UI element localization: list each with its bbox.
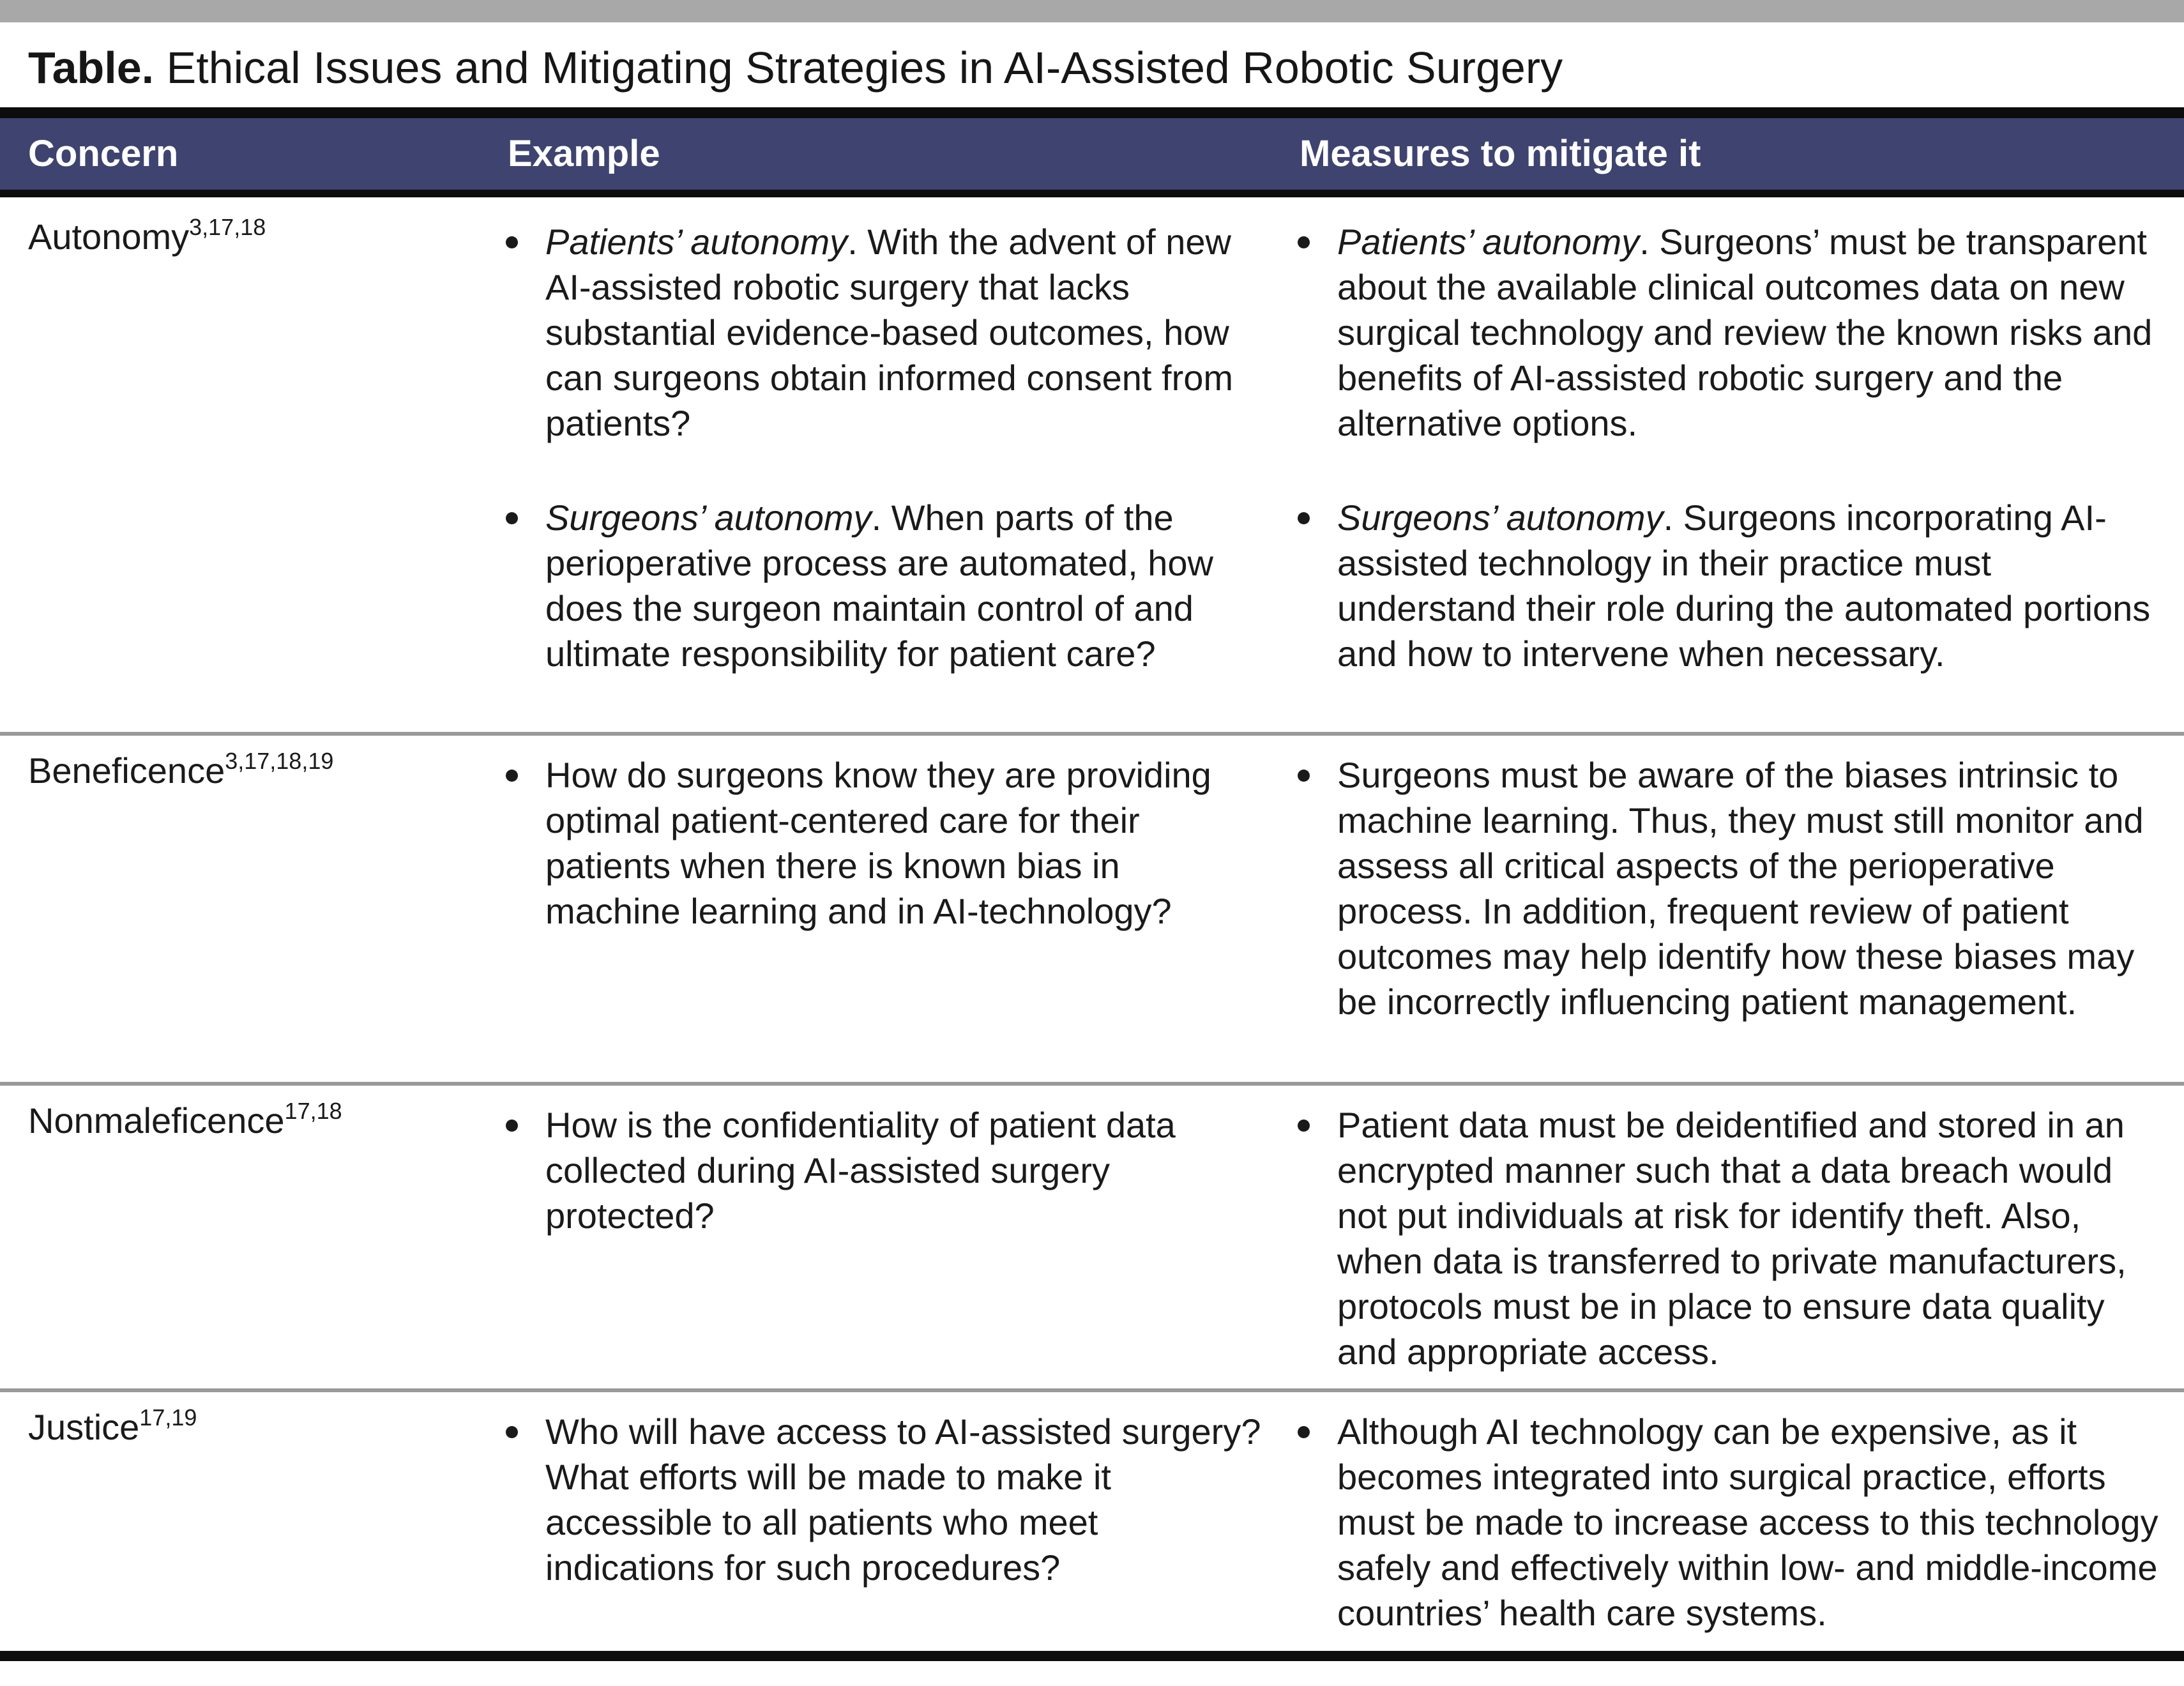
- example-cell: [504, 1102, 1261, 1238]
- reference-numbers: 3,17,18: [189, 214, 266, 240]
- table-row-justice: [0, 1392, 2184, 1651]
- bullet-dot-icon: [506, 236, 518, 248]
- concern-label: Nonmaleficence: [28, 1100, 285, 1141]
- bullet-lead: Surgeons’ autonomy: [1337, 497, 1664, 538]
- measure-bullet: [1296, 219, 2171, 446]
- concern-cell: [28, 1405, 197, 1454]
- table-header-row: [0, 118, 2184, 190]
- bullet-dot-icon: [506, 512, 518, 524]
- table-row-nonmaleficence: [0, 1086, 2184, 1389]
- column-header-measures: Measures to mitigate it: [1300, 133, 1701, 174]
- measures-cell: [1296, 752, 2171, 1024]
- example-bullet: [504, 219, 1261, 446]
- bullet-dot-icon: [1298, 1426, 1310, 1438]
- column-header-concern: Concern: [28, 133, 179, 174]
- table-row-autonomy: [0, 197, 2184, 733]
- top-band: [0, 0, 2184, 22]
- bottom-rule: [0, 1651, 2184, 1661]
- bullet-text: Although AI technology can be expensive, as it becomes integrated into surgical practice, efforts must be made to increase access to this technology safely and effectively within low- and middle-income countries’ health care systems.: [1337, 1411, 2158, 1633]
- concern-cell: [28, 1098, 342, 1148]
- bullet-dot-icon: [506, 1426, 518, 1438]
- bullet-lead: Patients’ autonomy: [545, 222, 848, 262]
- measure-bullet: [1296, 495, 2171, 676]
- reference-numbers: 17,18: [284, 1098, 342, 1124]
- reference-numbers: 3,17,18,19: [225, 748, 334, 774]
- example-cell: [504, 219, 1261, 676]
- bullet-text: How do surgeons know they are providing optimal patient-centered care for their patients when there is known bias in machine learning and in AI-technology?: [545, 755, 1211, 931]
- bullet-text: . With the advent of new AI-assisted robotic surgery that lacks substantial evidence-based outcomes, how can surgeons obtain informed consent from patients?: [545, 222, 1234, 443]
- bullet-dot-icon: [1298, 236, 1310, 248]
- bullet-text: . When parts of the perioperative process are automated, how does the surgeon maintain control of and ultimate responsibility for patient care?: [545, 497, 1213, 674]
- concern-label: Justice: [28, 1407, 140, 1447]
- example-bullet: [504, 1409, 1261, 1590]
- measure-bullet: [1296, 1409, 2171, 1636]
- header-rule: [0, 190, 2184, 197]
- measures-cell: [1296, 1409, 2171, 1636]
- bullet-text: . Surgeons’ must be transparent about the available clinical outcomes data on new surgical technology and review the known risks and benefits of AI-assisted robotic surgery and the alternative options.: [1337, 222, 2153, 443]
- reference-numbers: 17,19: [139, 1404, 197, 1431]
- bullet-lead: Patients’ autonomy: [1337, 222, 1640, 262]
- bullet-text: . Surgeons incorporating AI-assisted technology in their practice must understand their role during the automated portions and how to intervene when necessary.: [1337, 497, 2151, 674]
- example-cell: [504, 1409, 1261, 1590]
- table-row-beneficence: [0, 736, 2184, 1082]
- column-header-example: Example: [508, 133, 660, 174]
- concern-cell: [28, 215, 266, 264]
- concern-label: Autonomy: [28, 216, 190, 257]
- bullet-dot-icon: [506, 1120, 518, 1132]
- example-bullet: [504, 495, 1261, 676]
- concern-label: Beneficence: [28, 750, 225, 791]
- example-cell: [504, 752, 1261, 934]
- table-title: [28, 38, 1563, 97]
- example-bullet: [504, 752, 1261, 934]
- bullet-text: How is the confidentiality of patient data collected during AI-assisted surgery protected?: [545, 1105, 1176, 1236]
- title-rule: [0, 107, 2184, 118]
- bullet-text: Who will have access to AI-assisted surgery? What efforts will be made to make it accessible to all patients who meet indications for such procedures?: [545, 1411, 1261, 1588]
- measure-bullet: [1296, 1102, 2171, 1374]
- bullet-text: Patient data must be deidentified and stored in an encrypted manner such that a data breach would not put individuals at risk for identify theft. Also, when data is transferred to private manufacturers, protocols must be in place to ensure data quality and appropriate access.: [1337, 1105, 2127, 1372]
- concern-cell: [28, 748, 333, 798]
- bullet-dot-icon: [1298, 512, 1310, 524]
- table-title-text: Ethical Issues and Mitigating Strategies in AI-Assisted Robotic Surgery: [166, 43, 1563, 93]
- measures-cell: [1296, 1102, 2171, 1374]
- bullet-dot-icon: [1298, 770, 1310, 782]
- table-label: Table.: [28, 43, 155, 93]
- bullet-text: Surgeons must be aware of the biases intrinsic to machine learning. Thus, they must still monitor and assess all critical aspects of the perioperative process. In addition, frequent review of patient outcomes may help identify how these biases may be incorrectly influencing patient management.: [1337, 755, 2144, 1022]
- measures-cell: [1296, 219, 2171, 676]
- measure-bullet: [1296, 752, 2171, 1024]
- bullet-dot-icon: [506, 770, 518, 782]
- bullet-lead: Surgeons’ autonomy: [545, 497, 872, 538]
- bullet-dot-icon: [1298, 1120, 1310, 1132]
- example-bullet: [504, 1102, 1261, 1238]
